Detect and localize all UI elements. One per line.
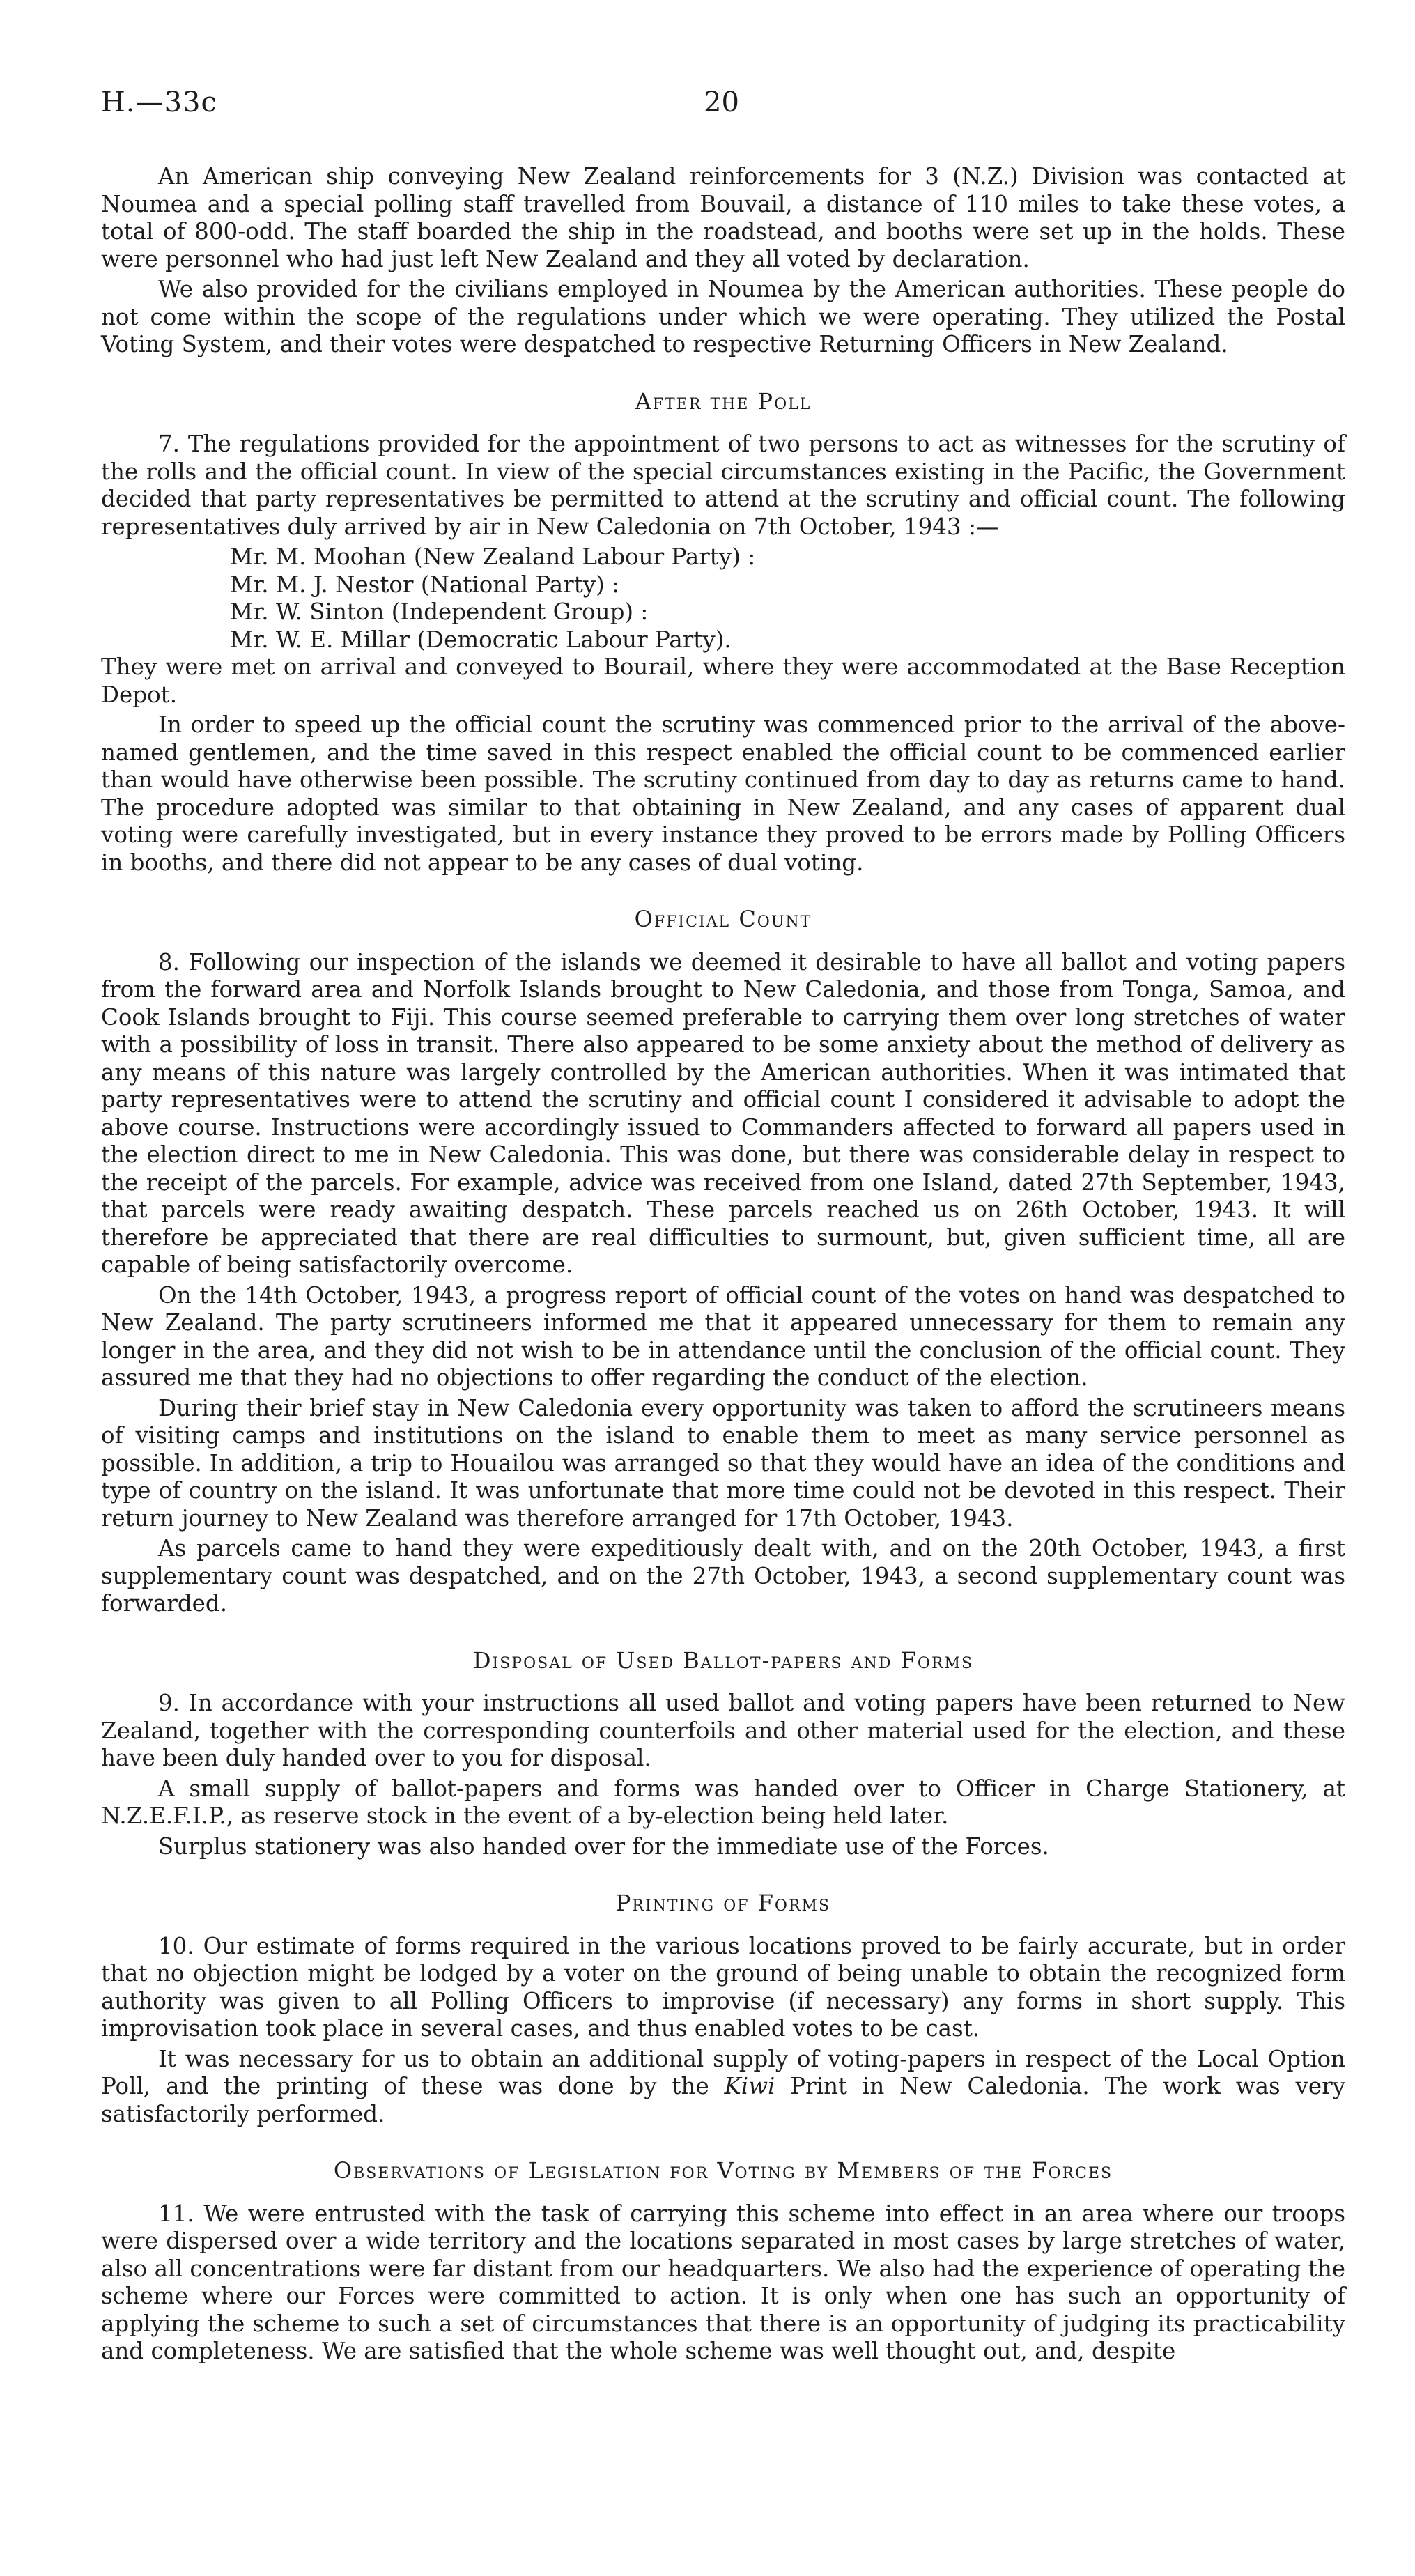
page-header [101,86,1345,131]
observations-paragraph-1: 11. We were entrusted with the task of carrying this scheme into effect in an area where our troops were dispersed over a wide territory and the locations separated in most cases by large stretches of water, also all concentrations were far distant from our headquarters. We also had the experience of operating the scheme where our Forces were committed to action. It is only when one has such an opportunity of applying the scheme to such a set of circumstances that there is an opportunity of judging its practicability and completeness. We are satisfied that the whole scheme was well thought out, and, despite [101,2200,1345,2364]
after-poll-paragraph-3: In order to speed up the official count the scrutiny was commenced prior to the arrival of the above-named gentlemen, and the time saved in this respect enabled the official count to be commenced earlier than would have otherwise been possible. The scrutiny continued from day to day as returns came to hand. The procedure adopted was similar to that obtaining in New Zealand, and any cases of apparent dual voting were carefully investigated, but in every instance they proved to be errors made by Polling Officers in booths, and there did not appear to be any cases of dual voting. [101,711,1345,876]
after-poll-paragraph-1: 7. The regulations provided for the appointment of two persons to act as witnesses for the scrutiny of the rolls and the official count. In view of the special circumstances existing in the Pacific, the Government decided that party representatives be permitted to attend at the scrutiny and official count. The following representatives duly arrived by air in New Caledonia on 7th October, 1943 :— [101,431,1345,540]
representative-item: Mr. W. E. Millar (Democratic Labour Party). [230,626,732,653]
representative-item: Mr. W. Sinton (Independent Group) : [230,599,649,625]
printing-paragraph-2 [101,2046,1345,2129]
official-count-paragraph-3: During their brief stay in New Caledonia every opportunity was taken to afford the scrutineers means of visiting camps and institutions on the island to enable them to meet as many service personnel as possible. In addition, a trip to Houailou was arranged so that they would have an idea of the conditions and type of country on the island. It was unfortunate that more time could not be devoted in this respect. Their return journey to New Zealand was therefore arranged for 17th October, 1943. [101,1394,1345,1532]
after-poll-paragraph-2: They were met on arrival and conveyed to Bourail, where they were accommodated at the Base Reception Depot. [101,654,1345,708]
representative-item: Mr. M. Moohan (New Zealand Labour Party) : [230,543,756,570]
representatives-list [230,543,1345,654]
section-heading-printing: Printing of Forms [615,1890,831,1916]
official-count-paragraph-2: On the 14th October, 1943, a progress report of official count of the votes on hand was despatched to New Zealand. The party scrutineers informed me that it appeared unnecessary for them to remain any longer in the area, and they did not wish to be in attendance until the conclusion of the official count. They assured me that they had no objections to offer regarding the conduct of the election. [101,1281,1345,1391]
intro-paragraph-2: We also provided for the civilians employed in Noumea by the American authorities. These people do not come within the scope of the regulations under which we were operating. They utilized the Postal Voting System, and their votes were despatched to respective Returning Officers in New Zealand. [101,276,1345,357]
document-reference: H.—33c [101,86,217,118]
section-heading-official-count: Official Count [634,906,812,932]
printing-paragraph-1: 10. Our estimate of forms required in the various locations proved to be fairly accurate, but in order that no objection might be lodged by a voter on the ground of being unable to obtain the recognized form authority was given to all Polling Officers to improvise (if necessary) any forms in short supply. This improvisation took place in several cases, and thus enabled votes to be cast. [101,1932,1345,2042]
section-heading-after-poll: After the Poll [635,387,812,415]
printing-paragraph-2-end: Print in New Caledonia. The work was very satisfactorily performed. [101,2073,1345,2127]
page-number: 20 [704,86,739,118]
official-count-paragraph-4: As parcels came to hand they were expeditiously dealt with, and on the 20th October, 1943, a first supplementary count was despatched, and on the 27th October, 1943, a second supplementary count was forwarded. [101,1535,1345,1617]
disposal-paragraph-3: Surplus stationery was also handed over for the immediate use of the Forces. [158,1833,1049,1860]
intro-paragraph-1: An American ship conveying New Zealand reinforcements for 3 (N.Z.) Division was contacted at Noumea and a special polling staff travelled from Bouvail, a distance of 110 miles to take these votes, a total of 800-odd. The staff boarded the ship in the roadstead, and booths were set up in the holds. These were personnel who had just left New Zealand and they all voted by declaration. [101,163,1345,272]
representative-item: Mr. M. J. Nestor (National Party) : [230,571,620,598]
disposal-paragraph-1: 9. In accordance with your instructions all used ballot and voting papers have been returned to New Zealand, together with the corresponding counterfoils and other material used for the election, and these have been duly handed over to you for disposal. [101,1690,1345,1771]
official-count-paragraph-1: 8. Following our inspection of the islands we deemed it desirable to have all ballot and voting papers from the forward area and Norfolk Islands brought to New Caledonia, and those from Tonga, Samoa, and Cook Islands brought to Fiji. This course seemed preferable to carrying them over long stretches of water with a possibility of loss in transit. There also appeared to be some anxiety about the method of delivery as any means of this nature was largely controlled by the American authorities. When it was intimated that party representatives were to attend the scrutiny and official count I considered it advisable to adopt the above course. Instructions were accordingly issued to Commanders affected to forward all papers used in the election direct to me in New Caledonia. This was done, but there was considerable delay in respect to the receipt of the parcels. For example, advice was received from one Island, dated 27th September, 1943, that parcels were ready awaiting despatch. These parcels reached us on 26th October, 1943. It will therefore be appreciated that there are real difficulties to surmount, but, given sufficient time, all are capable of being satisfactorily overcome. [101,948,1345,1278]
section-heading-observations: Observations of Legislation for Voting by Members of the Forces [333,2157,1113,2184]
section-heading-disposal: Disposal of Used Ballot-papers and Forms [472,1646,974,1674]
kiwi-print-name: Kiwi [724,2073,775,2099]
printing-paragraph-2-start: It was necessary for us to obtain an additional supply of voting-papers in respect of the Local Option Poll, and the printing of these was done by the [101,2045,1345,2099]
disposal-paragraph-2: A small supply of ballot-papers and forms was handed over to Officer in Charge Stationery, at N.Z.E.F.I.P., as reserve stock in the event of a by-election being held later. [101,1775,1345,1829]
